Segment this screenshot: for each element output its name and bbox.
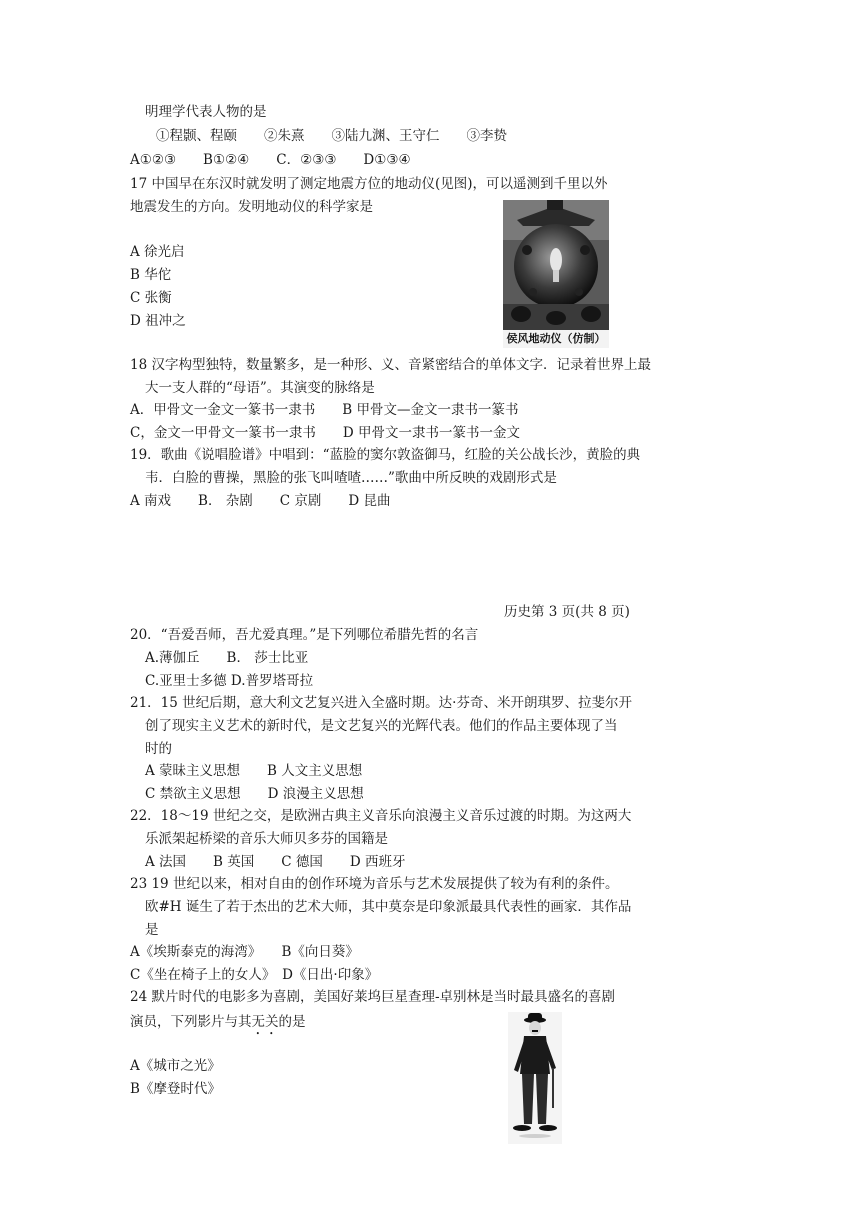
q20-choices-row-1: A.薄伽丘 B． 莎士比亚 bbox=[145, 650, 309, 666]
q19-stem-line-2: 韦．白脸的曹操，黑脸的张飞叫喳喳……”歌曲中所反映的戏剧形式是 bbox=[145, 470, 557, 486]
q17-option-b: B 华佗 bbox=[130, 267, 172, 283]
q24-stem-prefix: 演员，下列影片与其 bbox=[130, 1014, 252, 1030]
q23-stem-line-1: 23 19 世纪以来，相对自由的创作环境为音乐与艺术发展提供了较为有利的条件。 bbox=[130, 876, 619, 892]
q24-emphasis-word: 无关 bbox=[251, 1014, 279, 1030]
q17-option-a: A 徐光启 bbox=[130, 244, 185, 260]
q23-stem-line-2: 欧#H 诞生了若于杰出的艺术大师，其中莫奈是印象派最具代表性的画家．其作品 bbox=[145, 899, 632, 915]
q20-stem: 20．“吾爱吾师，吾尤爱真理。”是下列哪位希腊先哲的名言 bbox=[130, 627, 479, 643]
q19-stem-line-1: 19．歌曲《说唱脸谱》中唱到：“蓝脸的窦尔敦盗御马，红脸的关公战长沙，黄脸的典 bbox=[130, 447, 641, 463]
q22-stem-line-1: 22．18～19 世纪之交，是欧洲古典主义音乐向浪漫主义音乐过渡的时期。为这两大 bbox=[130, 808, 632, 824]
q23-choices-row-1: A《埃斯泰克的海湾》 B《向日葵》 bbox=[130, 944, 359, 960]
q24-option-b: B《摩登时代》 bbox=[130, 1081, 221, 1097]
q16-tail-line: 明理学代表人物的是 bbox=[145, 104, 267, 120]
q16-options-line: ①程颢、程颐 ②朱熹 ③陆九渊、王守仁 ③李贽 bbox=[156, 128, 507, 144]
seismoscope-figure bbox=[503, 200, 609, 348]
q18-choices-row-2: C，金文一甲骨文一篆书一隶书 D 甲骨文一隶书一篆书一金文 bbox=[130, 425, 520, 441]
q22-stem-line-2: 乐派架起桥梁的音乐大师贝多芬的国籍是 bbox=[145, 831, 388, 847]
q17-option-d: D 祖冲之 bbox=[130, 313, 186, 329]
q20-choices-row-2: C.亚里士多德 D.普罗塔哥拉 bbox=[145, 673, 314, 689]
q21-stem-line-3: 时的 bbox=[145, 741, 172, 757]
q21-choices-row-2: C 禁欲主义思想 D 浪漫主义思想 bbox=[145, 786, 364, 802]
q18-stem-line-2: 大一支人群的“母语”。其演变的脉络是 bbox=[145, 380, 375, 396]
q21-stem-line-1: 21．15 世纪后期，意大利文艺复兴进入全盛时期。达·芬奇、米开朗琪罗、拉斐尔开 bbox=[130, 695, 632, 711]
q21-choices-row-1: A 蒙昧主义思想 B 人文主义思想 bbox=[145, 763, 363, 779]
q18-choices-row-1: A．甲骨文一金文一篆书一隶书 B 甲骨文—金文一隶书一篆书 bbox=[130, 402, 519, 418]
q24-option-a: A《城市之光》 bbox=[130, 1058, 221, 1074]
q22-choices: A 法国 B 英国 C 德国 D 西班牙 bbox=[145, 854, 406, 870]
q16-choices-line: A①②③ B①②④ C．②③③ D①③④ bbox=[130, 152, 411, 168]
q17-stem-line-2: 地震发生的方向。发明地动仪的科学家是 bbox=[130, 199, 373, 215]
q23-stem-line-3: 是 bbox=[145, 922, 159, 938]
q24-stem-line-2 bbox=[130, 1014, 306, 1038]
page-footer: 历史第 3 页(共 8 页) bbox=[504, 604, 630, 620]
q18-stem-line-1: 18 汉字构型独特，数量繁多，是一种形、义、音紧密结合的单体文字．记录着世界上最 bbox=[130, 357, 651, 373]
q21-stem-line-2: 创了现实主义艺术的新时代，是文艺复兴的光辉代表。他们的作品主要体现了当 bbox=[145, 718, 618, 734]
q23-choices-row-2: C《坐在椅子上的女人》 D《日出·印象》 bbox=[130, 967, 379, 983]
seismoscope-illustration bbox=[503, 200, 609, 330]
chaplin-illustration bbox=[508, 1012, 562, 1144]
q24-stem-line-1: 24 默片时代的电影多为喜剧，美国好莱坞巨星查理-卓别林是当时最具盛名的喜剧 bbox=[130, 989, 616, 1005]
q17-stem-line-1: 17 中国早在东汉时就发明了测定地震方位的地动仪(见图)，可以遥测到千里以外 bbox=[130, 176, 608, 192]
q24-stem-suffix: 的是 bbox=[278, 1014, 306, 1030]
q19-choices: A 南戏 B． 杂剧 C 京剧 D 昆曲 bbox=[130, 493, 391, 509]
chaplin-figure bbox=[508, 1012, 562, 1144]
seismoscope-caption: 侯风地动仪（仿制） bbox=[503, 330, 609, 348]
q17-option-c: C 张衡 bbox=[130, 290, 172, 306]
